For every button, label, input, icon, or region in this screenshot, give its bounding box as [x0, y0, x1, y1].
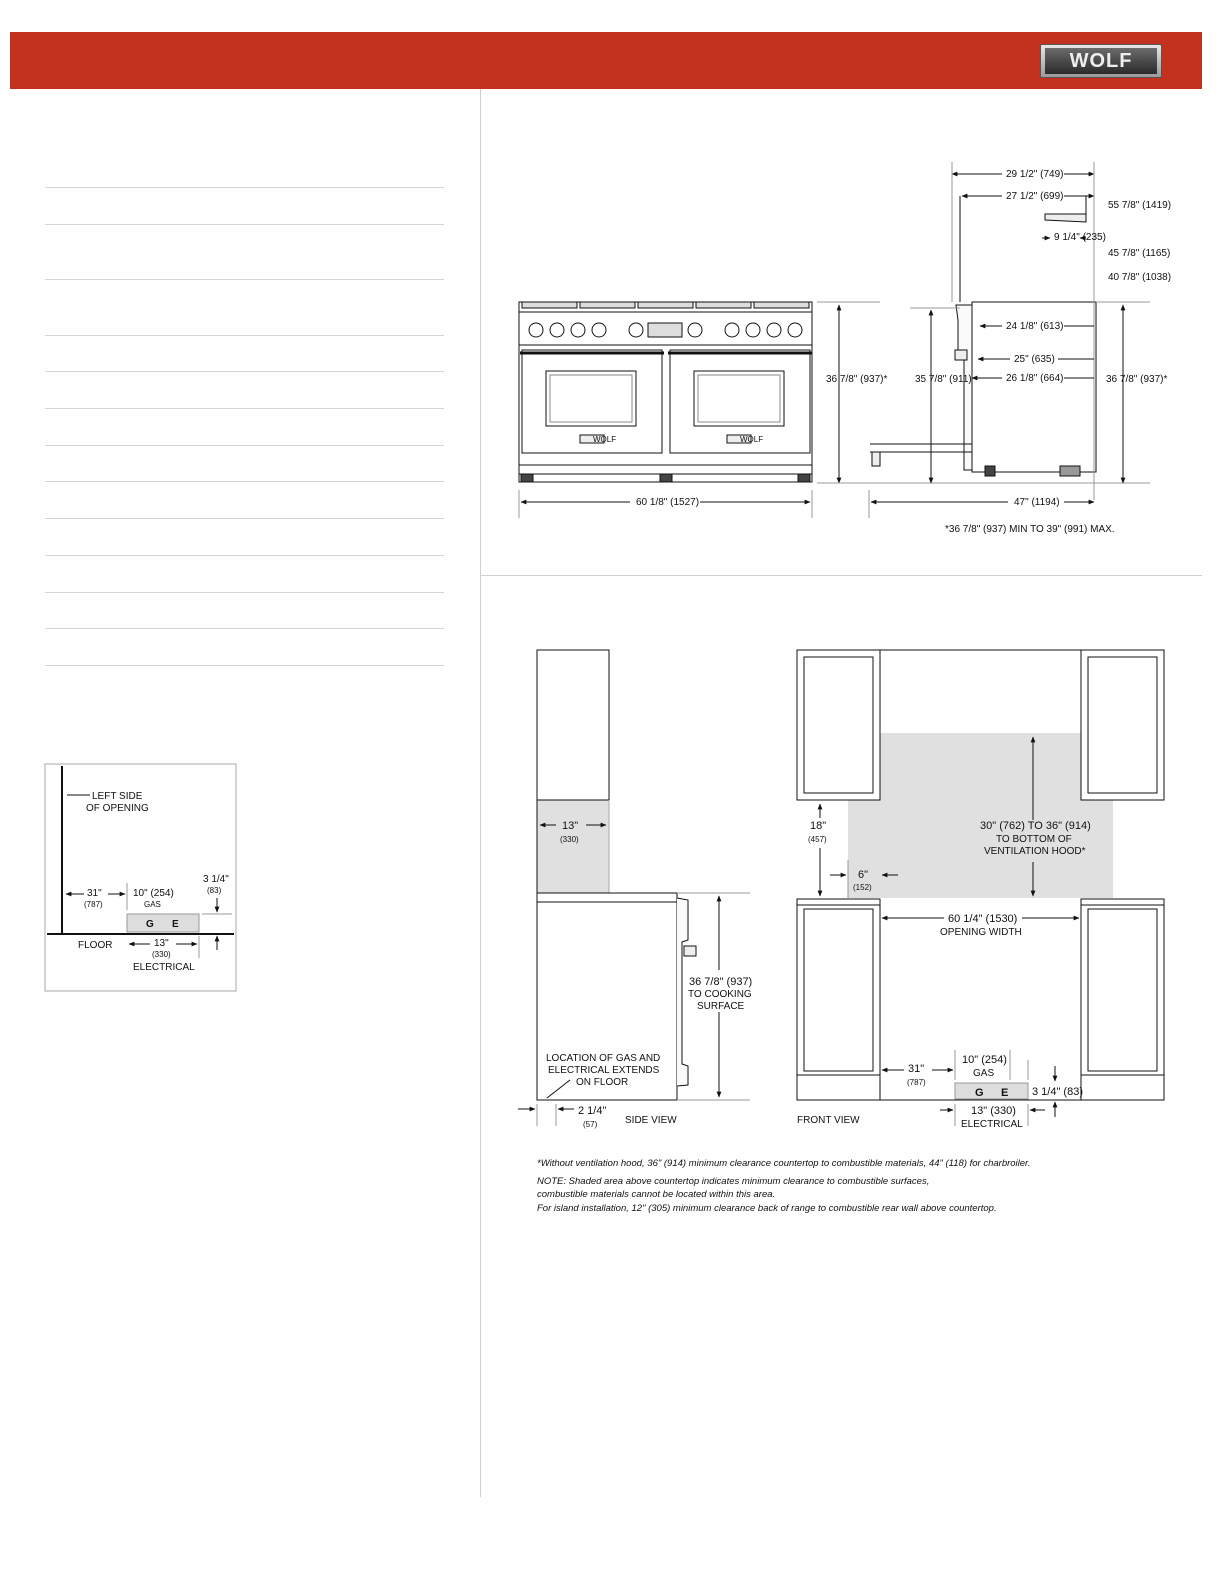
front-g-box: G [975, 1087, 984, 1099]
front-opening-width: OPENING WIDTH [940, 927, 1022, 938]
side-view-label: SIDE VIEW [625, 1115, 677, 1126]
side-dim-cooking: 36 7/8" (937) [689, 976, 753, 988]
front-e-box: E [1001, 1087, 1009, 1099]
dim-height-backguard: 55 7/8" (1419) [1108, 200, 1172, 211]
height-footnote: *36 7/8" (937) MIN TO 39" (991) MAX. [945, 524, 1115, 535]
inset-dim-10: 10" (254) [133, 888, 174, 899]
side-location-3: ON FLOOR [576, 1077, 629, 1088]
inset-dim-314: 3 1/4" [203, 874, 229, 885]
side-dim-13-mm: (330) [560, 835, 579, 844]
oven-badge-left: WOLF [593, 435, 617, 444]
front-dim-18-mm: (457) [808, 835, 827, 844]
front-dim-18: 18" [810, 820, 827, 832]
note-island: For island installation, 12" (305) minimum clearance back of range to combustible rear wall above countertop. [537, 1202, 997, 1214]
front-dim-13: 13" (330) [971, 1105, 1016, 1117]
dim-height-door: 35 7/8" (911) [915, 374, 972, 385]
note-shaded-1: NOTE: Shaded area above countertop indicates minimum clearance to combustible surfaces, [537, 1175, 930, 1187]
side-dim-214: 2 1/4" [578, 1105, 607, 1117]
inset-dim-31-mm: (787) [84, 900, 103, 909]
front-dim-6: 6" [858, 869, 869, 881]
dim-depth-overall: 29 1/2" (749) [1006, 169, 1064, 180]
dim-26: 26 1/8" (664) [1006, 373, 1064, 384]
front-dim-hood: 30" (762) TO 36" (914) [980, 820, 1091, 832]
dim-height-lower: 40 7/8" (1038) [1108, 272, 1172, 283]
dim-shelf-depth: 9 1/4" (235) [1054, 232, 1106, 243]
front-dim-314: 3 1/4" (83) [1032, 1086, 1083, 1098]
inset-dim-13-mm: (330) [152, 950, 171, 959]
note-ventilation: *Without ventilation hood, 36" (914) minimum clearance countertop to combustible materials, 44" (118) for charbroiler. [537, 1158, 1031, 1169]
inset-dim-13: 13" [154, 938, 169, 949]
note-shaded-2: combustible materials cannot be located within this area. [537, 1189, 776, 1200]
dim-24: 24 1/8" (613) [1006, 321, 1064, 332]
dim-25: 25" (635) [1014, 354, 1055, 365]
front-dim-31: 31" [908, 1063, 925, 1075]
inset-e-box: E [172, 919, 179, 930]
dim-depth-open: 47" (1194) [1014, 497, 1060, 508]
front-hood-1: TO BOTTOM OF [996, 834, 1072, 845]
dim-depth-body: 27 1/2" (699) [1006, 191, 1064, 202]
inset-dim-31: 31" [87, 888, 102, 899]
side-dim-13: 13" [562, 820, 579, 832]
inset-g-box: G [146, 919, 154, 930]
inset-electrical: ELECTRICAL [133, 962, 195, 973]
front-hood-2: VENTILATION HOOD* [984, 846, 1086, 857]
side-location-1: LOCATION OF GAS AND [546, 1053, 661, 1064]
side-to-cooking: TO COOKING [688, 989, 752, 1000]
inset-dim-314-mm: (83) [207, 886, 222, 895]
front-view-label: FRONT VIEW [797, 1115, 860, 1126]
front-dim-31-mm: (787) [907, 1078, 926, 1087]
wolf-logo-text: WOLF [1045, 48, 1157, 74]
front-electrical: ELECTRICAL [961, 1119, 1023, 1130]
front-dim-6-mm: (152) [853, 883, 872, 892]
dim-height-front: 36 7/8" (937)* [826, 374, 888, 385]
installation-notes [537, 1157, 1137, 1219]
front-dim-opening: 60 1/4" (1530) [948, 913, 1018, 925]
inset-floor: FLOOR [78, 940, 113, 951]
inset-left-side: LEFT SIDE [92, 791, 143, 802]
side-location-2: ELECTRICAL EXTENDS [548, 1065, 660, 1076]
inset-gas: GAS [144, 900, 161, 909]
side-surface: SURFACE [697, 1001, 745, 1012]
dim-height-side: 36 7/8" (937)* [1106, 374, 1168, 385]
inset-of-opening: OF OPENING [86, 803, 149, 814]
oven-badge-right: WOLF [740, 435, 764, 444]
front-gas: GAS [973, 1068, 995, 1079]
dim-width: 60 1/8" (1527) [636, 497, 700, 508]
front-dim-10: 10" (254) [962, 1054, 1007, 1066]
side-dim-214-mm: (57) [583, 1120, 598, 1129]
dim-height-shelf: 45 7/8" (1165) [1108, 248, 1171, 259]
